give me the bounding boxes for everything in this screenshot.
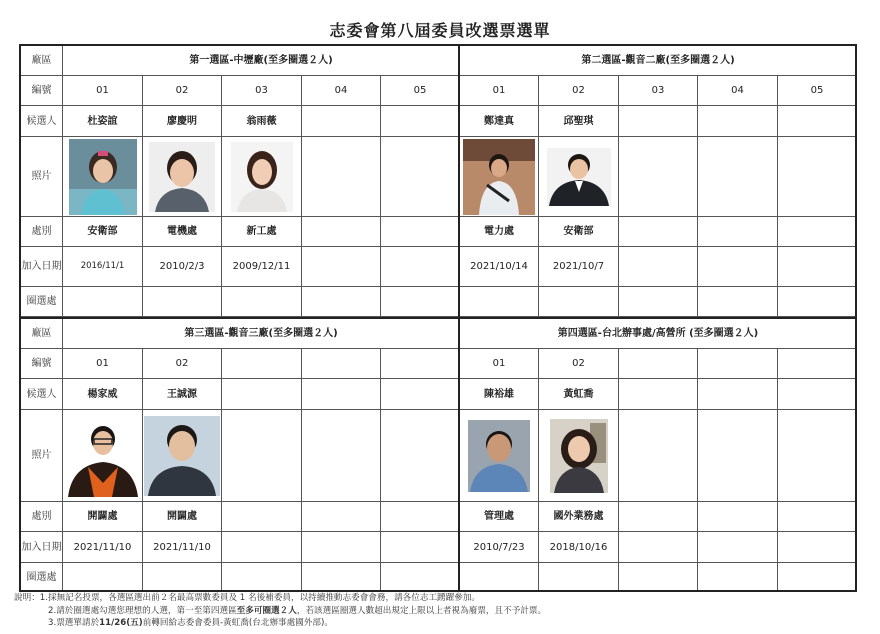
candidate-department: 安衛部 (63, 217, 143, 247)
number-label: 編號 (21, 349, 63, 379)
candidate-department: 電機處 (143, 217, 222, 247)
instruction-text: ，若該選區圈選人數超出規定上限以上者視為廢票，且不予計票。 (296, 605, 547, 616)
candidate-join-date: 2010/7/23 (460, 532, 539, 563)
candidate-join-date: 2018/10/16 (539, 532, 619, 563)
candidate-number: 02 (143, 76, 222, 106)
number-label: 編號 (21, 76, 63, 106)
district-1-title: 第一選區-中壢廠(至多圈選２人) (63, 46, 460, 76)
district-4-title: 第四選區-台北辦事處/高營所 (至多圈選２人) (460, 319, 857, 349)
candidate-name: 廖慶明 (143, 106, 222, 137)
candidate-name: 楊家威 (63, 379, 143, 410)
candidate-join-date: 2016/11/1 (63, 247, 143, 287)
candidate-department: 開闢處 (63, 502, 143, 532)
instructions (14, 592, 874, 630)
candidate-number: 05 (778, 76, 857, 106)
candidate-number: 01 (63, 349, 143, 379)
candidate-number: 02 (539, 349, 619, 379)
candidate-department: 新工處 (222, 217, 302, 247)
department-label: 處別 (21, 217, 63, 247)
join-date-label: 加入日期 (21, 532, 63, 563)
candidate-join-date: 2009/12/11 (222, 247, 302, 287)
candidate-join-date: 2021/11/10 (143, 532, 222, 563)
candidate-name: 王誠源 (143, 379, 222, 410)
candidate-name: 鄭達真 (460, 106, 539, 137)
candidate-department: 開闢處 (143, 502, 222, 532)
instruction-text: 前轉回給志委會委員-黃虹喬(台北辦事處國外部)。 (142, 618, 333, 628)
instruction-text: 2.請於圈選處勾選您理想的人選，第一至第四選區 (48, 605, 237, 616)
candidate-join-date: 2010/2/3 (143, 247, 222, 287)
instruction-deadline: 11/26(五) (99, 618, 143, 628)
candidate-name: 陳裕雄 (460, 379, 539, 410)
candidate-number: 02 (143, 349, 222, 379)
district-2-title: 第二選區-觀音二廠(至多圈選２人) (460, 46, 857, 76)
candidate-label: 候選人 (21, 106, 63, 137)
district-label: 廠區 (21, 46, 63, 76)
vote-label: 圈選處 (21, 287, 63, 317)
candidate-number: 04 (698, 76, 778, 106)
candidate-number: 02 (539, 76, 619, 106)
candidate-department: 管理處 (460, 502, 539, 532)
candidate-number: 05 (381, 76, 460, 106)
district-label: 廠區 (21, 319, 63, 349)
candidate-name: 翁雨薇 (222, 106, 302, 137)
candidate-join-date: 2021/11/10 (63, 532, 143, 563)
candidate-number: 03 (222, 76, 302, 106)
instruction-line-1: 說明：1.採無記名投票，各選區選出前２名最高票數委員及 1 名後補委員，以持續推動志委會會務，請各位志工踴躍參加。 (14, 593, 481, 603)
photo-label: 照片 (21, 137, 63, 217)
instruction-line-3 (14, 617, 874, 630)
candidate-number: 03 (619, 76, 698, 106)
instruction-emphasis: 至多可圈選２人 (236, 605, 297, 616)
section-divider-horizontal (19, 317, 857, 319)
candidate-number: 01 (63, 76, 143, 106)
candidate-name: 邱聖琪 (539, 106, 619, 137)
instruction-text: 3.票選單請於 (48, 618, 100, 628)
candidate-department: 安衛部 (539, 217, 619, 247)
page-title: 志委會第八屆委員改選票選單 (329, 21, 551, 40)
department-label: 處別 (21, 502, 63, 532)
photo-label: 照片 (21, 410, 63, 502)
candidate-label: 候選人 (21, 379, 63, 410)
join-date-label: 加入日期 (21, 247, 63, 287)
candidate-join-date: 2021/10/14 (460, 247, 539, 287)
district-3-title: 第三選區-觀音三廠(至多圈選２人) (63, 319, 460, 349)
candidate-number: 01 (460, 76, 539, 106)
instruction-line-2 (14, 605, 874, 618)
candidate-name: 杜姿誼 (63, 106, 143, 137)
candidate-name: 黃虹喬 (539, 379, 619, 410)
candidate-join-date: 2021/10/7 (539, 247, 619, 287)
vote-label: 圈選處 (21, 563, 63, 592)
candidate-department: 國外業務處 (539, 502, 619, 532)
candidate-number: 01 (460, 349, 539, 379)
candidate-department: 電力處 (460, 217, 539, 247)
candidate-number: 04 (302, 76, 381, 106)
